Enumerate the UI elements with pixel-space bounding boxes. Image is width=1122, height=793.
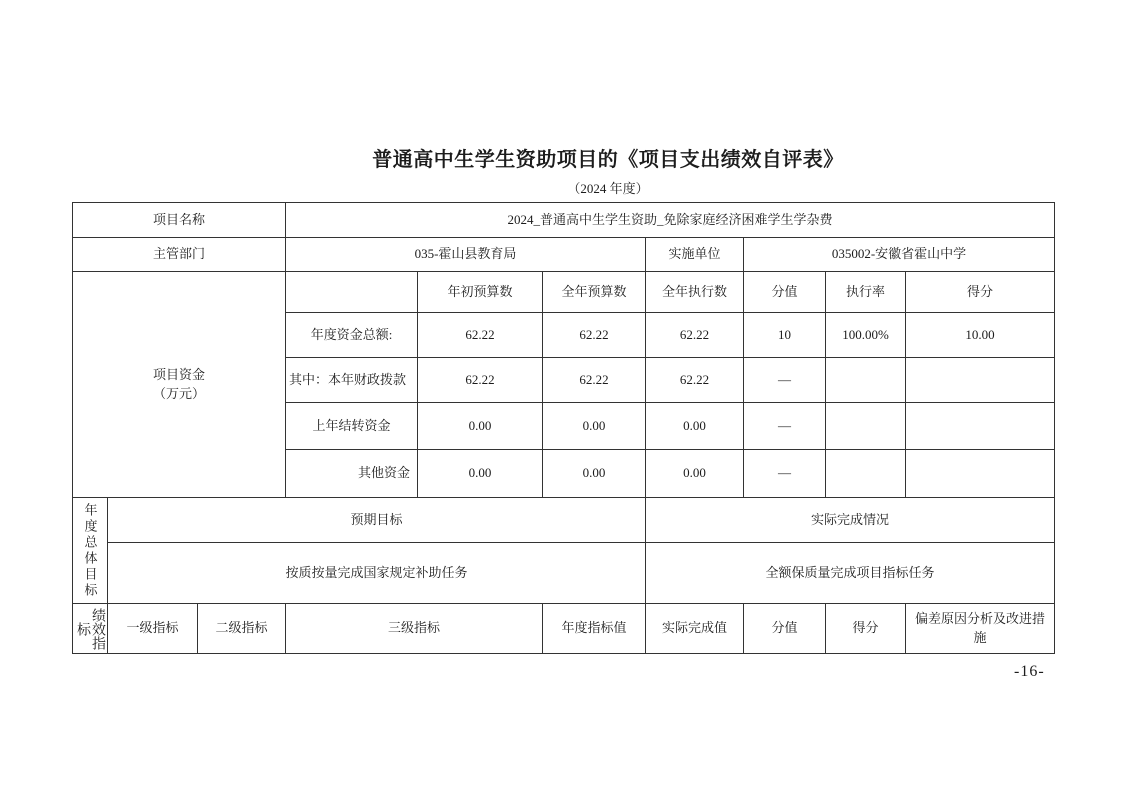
table-cell: 0.00 [543,450,646,498]
indicators-header-deviation: 偏差原因分析及改进措施 [906,604,1055,654]
indicators-header-score: 得分 [826,604,906,654]
table-cell: 0.00 [646,450,744,498]
table-cell: 0.00 [646,403,744,450]
table-cell: — [744,450,826,498]
indicators-header-score-weight: 分值 [744,604,826,654]
goals-expected-value: 按质按量完成国家规定补助任务 [108,543,646,604]
unit-value: 035002-安徽省霍山中学 [744,238,1055,272]
goals-actual-header: 实际完成情况 [646,498,1055,543]
project-name-value: 2024_普通高中生学生资助_免除家庭经济困难学生学杂费 [286,203,1055,238]
table-cell: 0.00 [418,450,543,498]
table-cell [906,358,1055,403]
table-cell: 0.00 [418,403,543,450]
funds-header-blank [286,272,418,313]
table-cell: 62.22 [543,358,646,403]
goals-expected-header: 预期目标 [108,498,646,543]
table-cell: 62.22 [543,313,646,358]
table-cell [826,358,906,403]
unit-label: 实施单位 [646,238,744,272]
indicators-header-level3: 三级指标 [286,604,543,654]
goals-actual-value: 全额保质量完成项目指标任务 [646,543,1055,604]
table-cell [826,450,906,498]
indicators-row-label [73,604,108,654]
funds-row-other-label: 其他资金 [286,450,418,498]
dept-value: 035-霍山县教育局 [286,238,646,272]
table-cell [906,450,1055,498]
indicators-header-level2: 二级指标 [198,604,286,654]
funds-header-score: 得分 [906,272,1055,313]
table-cell: 0.00 [543,403,646,450]
funds-row-label-line2: （万元） [152,385,205,401]
funds-row-label-line1: 项目资金 [152,366,205,382]
funds-row-label [73,272,286,498]
indicators-header-level1: 一级指标 [108,604,198,654]
table-cell: 62.22 [646,358,744,403]
table-cell: 62.22 [646,313,744,358]
page-title: 普通高中生学生资助项目的《项目支出绩效自评表》 [372,149,844,171]
dept-label: 主管部门 [73,238,286,272]
table-cell [826,403,906,450]
funds-header-initial-budget: 年初预算数 [418,272,543,313]
indicators-header-actual-value: 实际完成值 [646,604,744,654]
table-cell: — [744,358,826,403]
table-cell: 62.22 [418,358,543,403]
funds-header-annual-execution: 全年执行数 [646,272,744,313]
page-subtitle: （2024 年度） [567,181,649,196]
table-cell [906,403,1055,450]
evaluation-table [72,202,1055,654]
goals-row-label [73,498,108,604]
indicators-row-label-text: 绩效指标 [75,607,105,650]
funds-row-fiscal-label: 其中：本年财政拨款 [286,358,418,403]
table-cell: 62.22 [418,313,543,358]
table-cell: 10 [744,313,826,358]
page-number: -16- [1014,663,1045,680]
project-name-label: 项目名称 [73,203,286,238]
funds-row-total-label: 年度资金总额: [286,313,418,358]
goals-row-label-text: 年度总体目标 [82,502,98,599]
funds-header-execution-rate: 执行率 [826,272,906,313]
funds-header-annual-budget: 全年预算数 [543,272,646,313]
funds-header-score-weight: 分值 [744,272,826,313]
table-cell: 10.00 [906,313,1055,358]
document-heading [117,147,1099,196]
funds-row-carryover-label: 上年结转资金 [286,403,418,450]
table-cell: 100.00% [826,313,906,358]
table-cell: — [744,403,826,450]
indicators-header-annual-target: 年度指标值 [543,604,646,654]
